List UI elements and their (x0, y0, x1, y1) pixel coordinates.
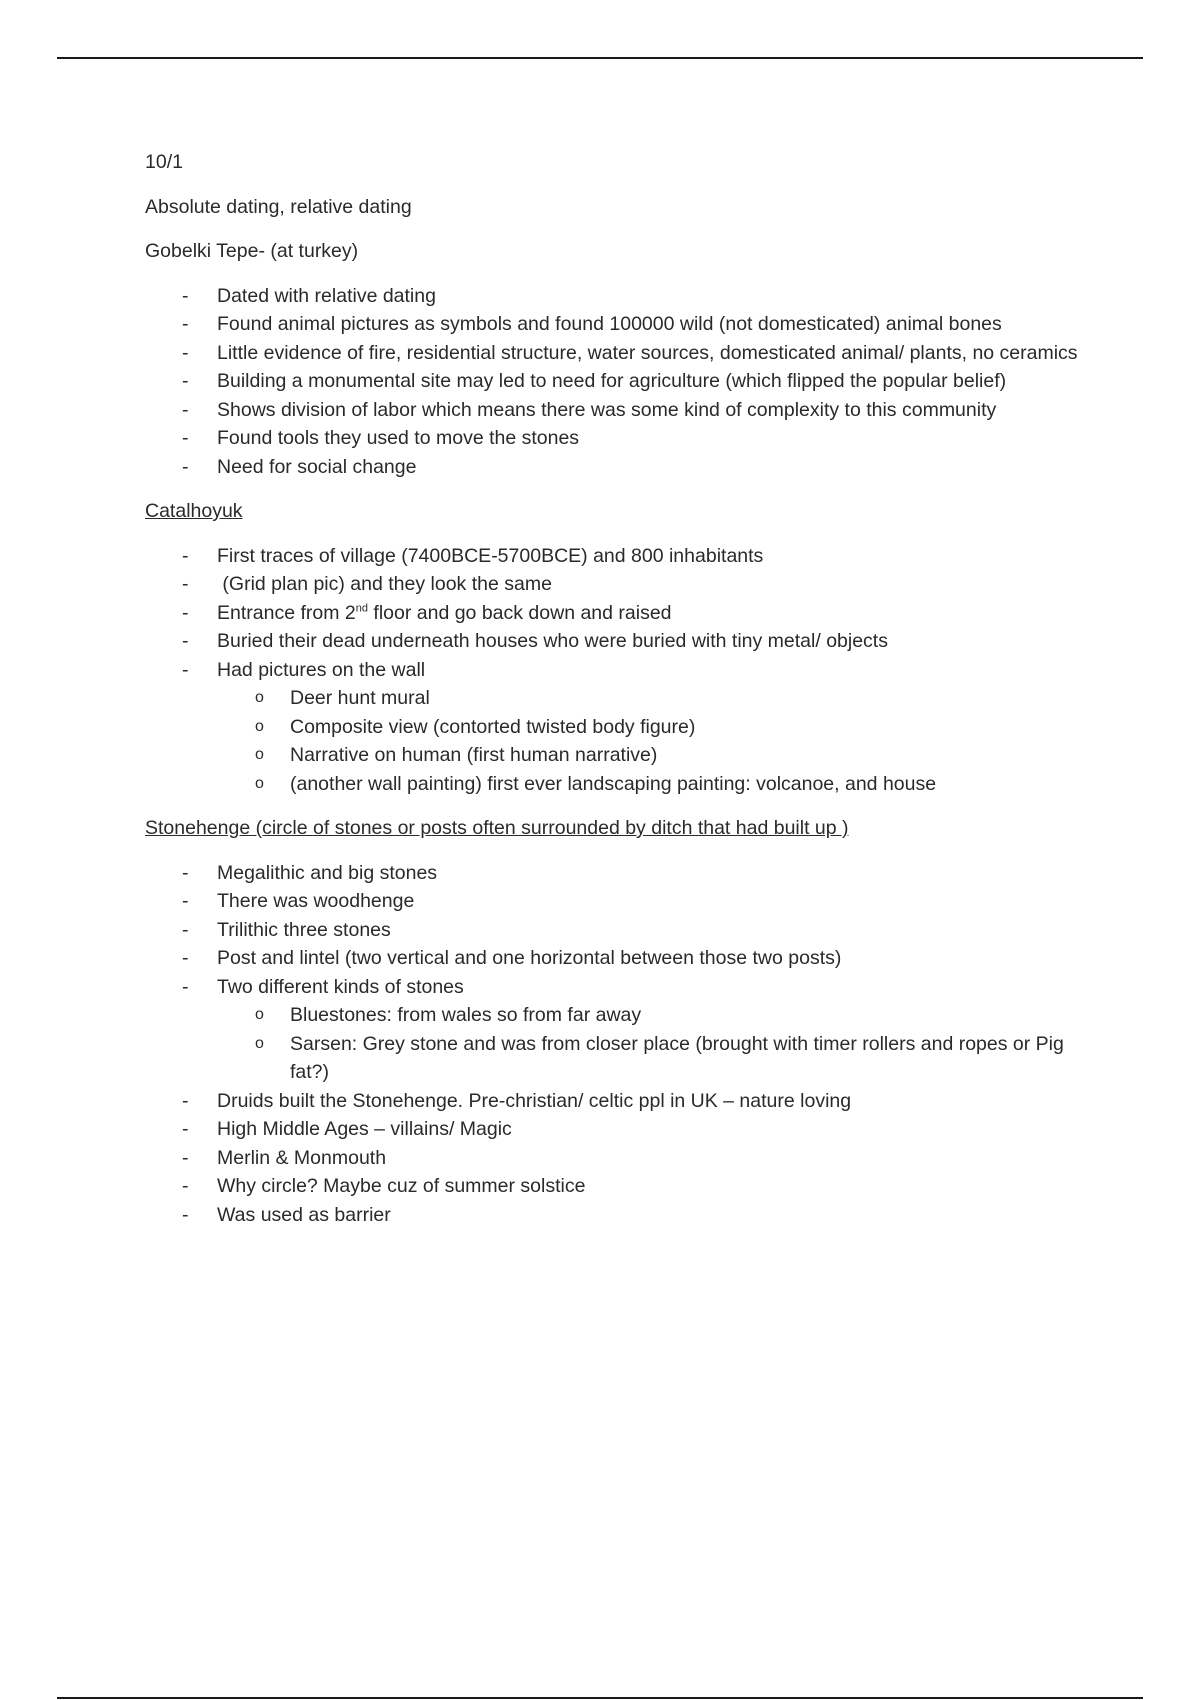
circle-bullet: o (255, 1034, 264, 1052)
dash-bullet: - (182, 1089, 189, 1112)
list-item: - Shows division of labor which means there was some kind of complexity to this community (145, 396, 1095, 425)
list-item: - Why circle? Maybe cuz of summer solstice (145, 1172, 1095, 1201)
date-line: 10/1 (145, 151, 183, 173)
dash-bullet: - (182, 455, 189, 478)
list-item: - Megalithic and big stones (145, 859, 1095, 888)
dash-bullet: - (182, 630, 189, 652)
circle-bullet: o (255, 746, 264, 763)
dash-bullet: - (182, 341, 189, 364)
stonehenge-sublist (145, 1001, 1095, 1087)
stonehenge-title: Stonehenge (circle of stones or posts often surrounded by ditch that had built up ) (145, 817, 849, 839)
dash-bullet: - (182, 918, 189, 941)
sub-list-item: o Narrative on human (first human narrative) (145, 741, 1095, 770)
catalhoyuk-title: Catalhoyuk (145, 500, 243, 522)
list-item: - Found animal pictures as symbols and found 100000 wild (not domesticated) animal bones (145, 310, 1095, 339)
list-item: - Was used as barrier (145, 1201, 1095, 1230)
dash-bullet: - (182, 1175, 189, 1197)
dash-bullet: - (182, 601, 189, 624)
list-item: - Need for social change (145, 453, 1095, 482)
sub-list-item: o Sarsen: Grey stone and was from closer place (brought with timer rollers and ropes or Pig fat?) (145, 1030, 1095, 1087)
dash-bullet: - (182, 573, 189, 595)
dash-bullet: - (182, 1118, 189, 1140)
catalhoyuk-list (145, 542, 1095, 685)
dash-bullet: - (182, 1203, 189, 1226)
dash-bullet: - (182, 313, 189, 335)
intro-line: Absolute dating, relative dating (145, 195, 412, 218)
dash-bullet: - (182, 370, 189, 392)
list-item: - Two different kinds of stones (145, 973, 1095, 1002)
circle-bullet: o (255, 689, 264, 706)
dash-bullet: - (182, 947, 189, 969)
dash-bullet: - (182, 544, 189, 567)
list-item: - There was woodhenge (145, 887, 1095, 916)
circle-bullet: o (255, 1006, 264, 1023)
list-item: - Building a monumental site may led to need for agriculture (which flipped the popular belief) (145, 367, 1095, 396)
sub-list-item: o Deer hunt mural (145, 684, 1095, 713)
stonehenge-list-continued (145, 1087, 1095, 1230)
list-item: - Found tools they used to move the stones (145, 424, 1095, 453)
stonehenge-list (145, 859, 1095, 1002)
list-item: - Merlin & Monmouth (145, 1144, 1095, 1173)
catalhoyuk-sublist (145, 684, 1095, 798)
list-item: - Dated with relative dating (145, 282, 1095, 311)
circle-bullet: o (255, 774, 264, 792)
dash-bullet: - (182, 427, 189, 449)
sub-list-item: o Bluestones: from wales so from far away (145, 1001, 1095, 1030)
list-item: - First traces of village (7400BCE-5700BCE) and 800 inhabitants (145, 542, 1095, 571)
notes-content (145, 148, 1095, 1245)
sub-list-item: o (another wall painting) first ever landscaping painting: volcanoe, and house (145, 770, 1095, 799)
bottom-rule (57, 1697, 1143, 1699)
top-rule (57, 57, 1143, 59)
list-item: - Druids built the Stonehenge. Pre-christian/ celtic ppl in UK – nature loving (145, 1087, 1095, 1116)
dash-bullet: - (182, 975, 189, 998)
circle-bullet: o (255, 717, 264, 735)
dash-bullet: - (182, 284, 189, 307)
gobekli-title: Gobelki Tepe- (at turkey) (145, 240, 359, 262)
list-item: - Entrance from 2nd floor and go back down and raised (145, 599, 1095, 628)
list-item: - Trilithic three stones (145, 916, 1095, 945)
list-item: - Buried their dead underneath houses who were buried with tiny metal/ objects (145, 627, 1095, 656)
list-item: - High Middle Ages – villains/ Magic (145, 1115, 1095, 1144)
list-item: - Post and lintel (two vertical and one horizontal between those two posts) (145, 944, 1095, 973)
dash-bullet: - (182, 861, 189, 884)
dash-bullet: - (182, 1146, 189, 1169)
dash-bullet: - (182, 658, 189, 681)
dash-bullet: - (182, 398, 189, 421)
dash-bullet: - (182, 890, 189, 912)
gobekli-list (145, 282, 1095, 482)
sub-list-item: o Composite view (contorted twisted body figure) (145, 713, 1095, 742)
list-item: - Little evidence of fire, residential structure, water sources, domesticated animal/ plants, no ceramics (145, 339, 1095, 368)
list-item: - Had pictures on the wall (145, 656, 1095, 685)
list-item: - (Grid plan pic) and they look the same (145, 570, 1095, 599)
